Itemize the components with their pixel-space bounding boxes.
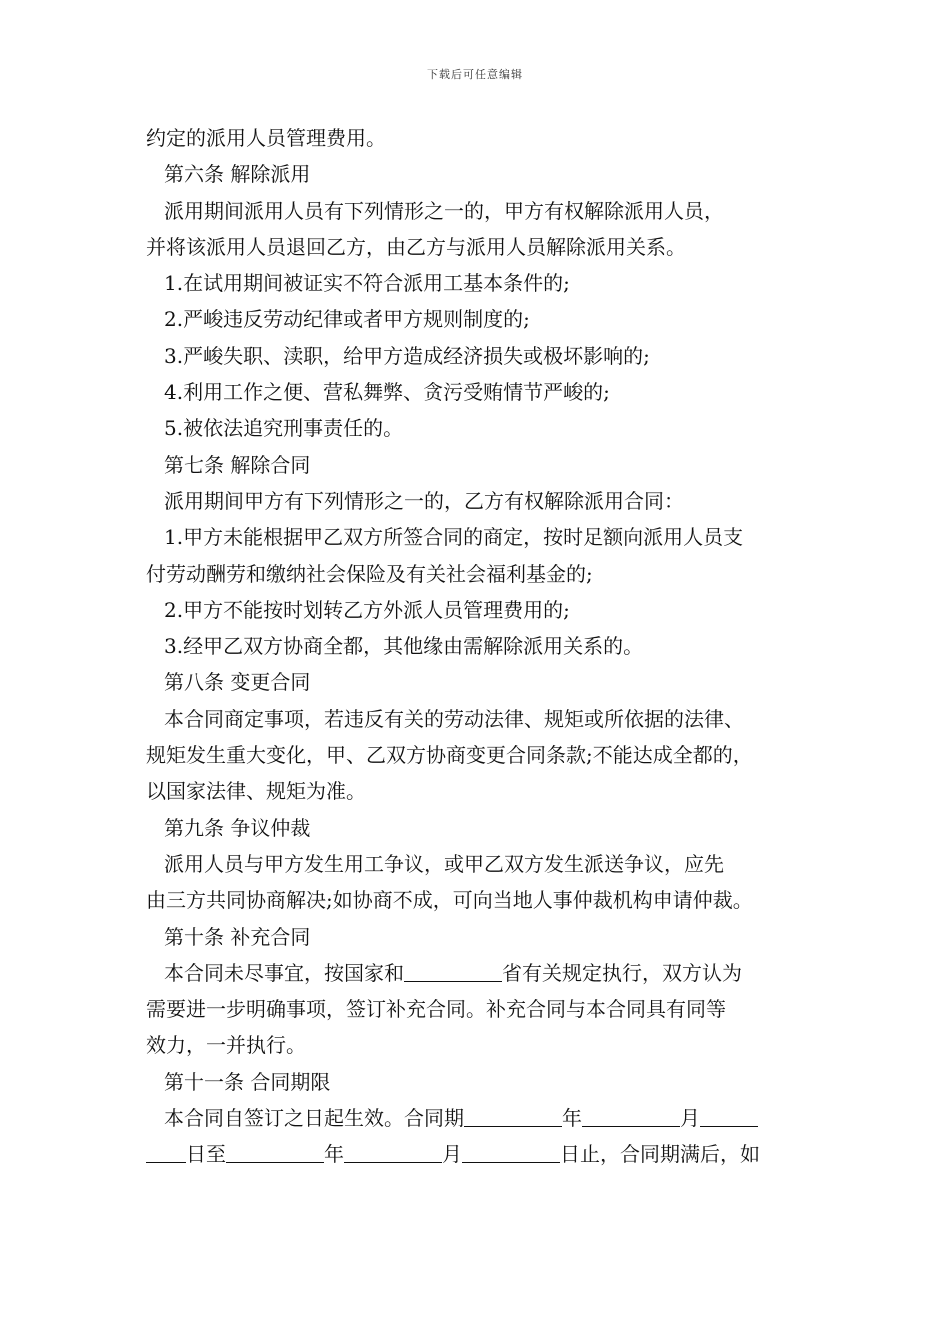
paragraph-line (146, 955, 826, 991)
article-heading-11: 第十一条 合同期限 (164, 1069, 331, 1094)
fill-blank (404, 961, 502, 982)
text-segment: 年 (324, 1142, 344, 1167)
list-item: 3.经甲乙双方协商全都，其他缘由需解除派用关系的。 (164, 634, 644, 659)
article-heading-6: 第六条 解除派用 (164, 162, 311, 187)
fill-blank (462, 1142, 560, 1163)
list-item: 5.被依法追究刑事责任的。 (164, 416, 404, 441)
fill-blank (582, 1106, 680, 1127)
paragraph-line (146, 1136, 826, 1172)
page-header: 下载后可任意编辑 (427, 68, 523, 81)
list-item: 4.利用工作之便、营私舞弊、贪污受贿情节严峻的; (164, 380, 610, 405)
text-segment: 省有关规定执行，双方认为 (502, 960, 742, 985)
article-heading-8: 第八条 变更合同 (164, 670, 311, 695)
fill-blank (146, 1142, 186, 1163)
list-item: 2.严峻违反劳动纪律或者甲方规则制度的; (164, 307, 530, 332)
list-item: 1.在试用期间被证实不符合派用工基本条件的; (164, 271, 570, 296)
text-segment: 月 (680, 1106, 700, 1131)
list-item: 2.甲方不能按时划转乙方外派人员管理费用的; (164, 597, 570, 622)
paragraph-line: 由三方共同协商解决;如协商不成，可向当地人事仲裁机构申请仲裁。 (146, 888, 753, 913)
document-body (146, 120, 826, 1173)
paragraph-line: 约定的派用人员管理费用。 (146, 126, 386, 150)
article-heading-10: 第十条 补充合同 (164, 924, 311, 949)
paragraph-line: 效力，一并执行。 (146, 1033, 306, 1058)
list-item: 1.甲方未能根据甲乙双方所签合同的商定，按时足额向派用人员支 (164, 525, 744, 550)
article-heading-7: 第七条 解除合同 (164, 452, 311, 477)
text-segment: 日至 (186, 1142, 226, 1167)
paragraph-line: 派用期间派用人员有下列情形之一的，甲方有权解除派用人员， (164, 198, 724, 223)
paragraph-line: 本合同商定事项，若违反有关的劳动法律、规矩或所依据的法律、 (164, 706, 744, 731)
paragraph-line: 派用期间甲方有下列情形之一的，乙方有权解除派用合同： (164, 488, 684, 513)
fill-blank (226, 1142, 324, 1163)
paragraph-line: 规矩发生重大变化，甲、乙双方协商变更合同条款;不能达成全都的， (146, 743, 753, 768)
fill-blank (344, 1142, 442, 1163)
paragraph-line (146, 1100, 826, 1136)
list-item: 3.严峻失职、渎职，给甲方造成经济损失或极坏影响的; (164, 343, 650, 368)
article-heading-9: 第九条 争议仲裁 (164, 815, 311, 840)
fill-blank (464, 1106, 562, 1127)
paragraph-line: 派用人员与甲方发生用工争议，或甲乙双方发生派送争议，应先 (164, 851, 724, 876)
paragraph-line: 并将该派用人员退回乙方，由乙方与派用人员解除派用关系。 (146, 234, 686, 259)
text-segment: 本合同自签订之日起生效。合同期 (164, 1106, 464, 1131)
paragraph-line: 以国家法律、规矩为准。 (146, 779, 366, 804)
paragraph-line: 需要进一步明确事项，签订补充合同。补充合同与本合同具有同等 (146, 997, 726, 1022)
text-segment: 年 (562, 1106, 582, 1131)
fill-blank (700, 1106, 758, 1127)
text-segment: 日止，合同期满后，如 (560, 1142, 760, 1167)
text-segment: 月 (442, 1142, 462, 1167)
text-segment: 本合同未尽事宜，按国家和 (164, 960, 404, 985)
paragraph-line: 付劳动酬劳和缴纳社会保险及有关社会福利基金的; (146, 561, 593, 586)
